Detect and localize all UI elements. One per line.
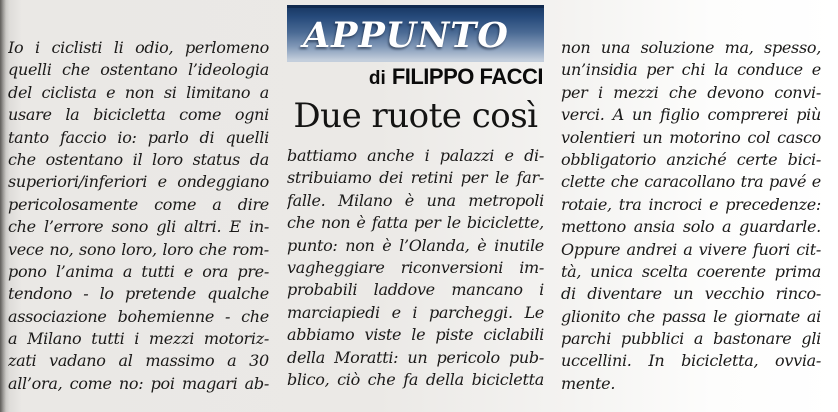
text-line: mettono ansia solo a guardarle. xyxy=(561,217,821,237)
text-line: rotaie, tra incroci e precedenze: xyxy=(561,194,821,214)
text-line: Oppure andrei a vivere fuori cit- xyxy=(561,239,821,259)
text-line: glionito che passa le giornate ai xyxy=(561,306,821,326)
headline: Due ruote così xyxy=(293,96,538,136)
text-line: uccellini. In bicicletta, ovvia- xyxy=(561,351,821,371)
text-line: battiamo anche i palazzi e di- xyxy=(287,146,544,165)
text-line: del ciclista e non si limitano a xyxy=(8,82,269,102)
text-line: blico, ciò che fa della bicicletta xyxy=(287,369,544,389)
text-line: che l’errore sono gli altri. E in- xyxy=(8,217,269,237)
text-line: verci. A un figlio comprerei più xyxy=(561,105,821,125)
column-left xyxy=(8,37,269,395)
byline-author: FILIPPO FACCI xyxy=(391,64,543,89)
text-line: non una soluzione ma, spesso, xyxy=(561,38,821,57)
text-line: Io i ciclisti li odio, perlomeno xyxy=(8,38,269,57)
text-line: marciapiedi e i parcheggi. Le xyxy=(287,302,544,322)
text-line: pericolosamente come a dire xyxy=(8,194,269,214)
text-line: all’ora, come no: poi magari ab- xyxy=(8,373,269,393)
text-line: di diventare un vecchio rinco- xyxy=(561,284,821,304)
text-line: tanto faccio io: parlo di quelli xyxy=(8,127,269,147)
text-line: mente. xyxy=(561,373,616,393)
text-line: della Moratti: un pericolo pub- xyxy=(287,347,544,367)
text-line: per i mezzi che devono convi- xyxy=(561,82,821,102)
text-line: associazione bohemienne - che xyxy=(8,306,269,326)
text-line: vece no, sono loro, loro che rom- xyxy=(8,239,269,259)
text-line: pono l’anima a tutti e ora pre- xyxy=(8,261,269,281)
text-line: superiori/inferiori e ondeggiano xyxy=(8,172,269,192)
section-banner xyxy=(287,5,544,62)
column-center-body xyxy=(287,145,544,391)
text-line: zati vadano al massimo a 30 xyxy=(8,351,269,371)
text-line: che ostentano il loro status da xyxy=(8,149,269,169)
column-right xyxy=(561,37,821,395)
text-line: a Milano tutti i mezzi motoriz- xyxy=(8,329,269,349)
text-line: parchi pubblici a bastonare gli xyxy=(561,329,821,349)
text-line: abbiamo viste le piste ciclabili xyxy=(287,325,544,345)
text-line: falle. Milano è una metropoli xyxy=(287,190,544,210)
text-line: stribuiamo dei retini per le far- xyxy=(287,168,544,188)
text-line: usare la bicicletta come ogni xyxy=(8,105,269,125)
byline-prefix: di xyxy=(368,68,386,89)
text-line: clette che caracollano tra pavé e xyxy=(561,172,821,192)
text-line: quelli che ostentano l’ideologia xyxy=(8,60,269,80)
text-line: punto: non è l’Olanda, è inutile xyxy=(287,235,544,255)
text-line: volentieri un motorino col casco xyxy=(561,127,821,147)
text-line: vagheggiare riconversioni im- xyxy=(287,257,544,277)
text-line: un’insidia per chi la conduce e xyxy=(561,60,821,80)
text-line: tendono - lo pretende qualche xyxy=(8,284,269,304)
text-line: obbligatorio anziché certe bici- xyxy=(561,149,821,169)
text-line: che non è fatta per le biciclette, xyxy=(287,213,544,233)
byline xyxy=(287,64,543,90)
text-line: tà, unica scelta coerente prima xyxy=(561,261,821,281)
text-line: probabili laddove mancano i xyxy=(287,280,544,300)
section-banner-title: APPUNTO xyxy=(303,14,509,56)
